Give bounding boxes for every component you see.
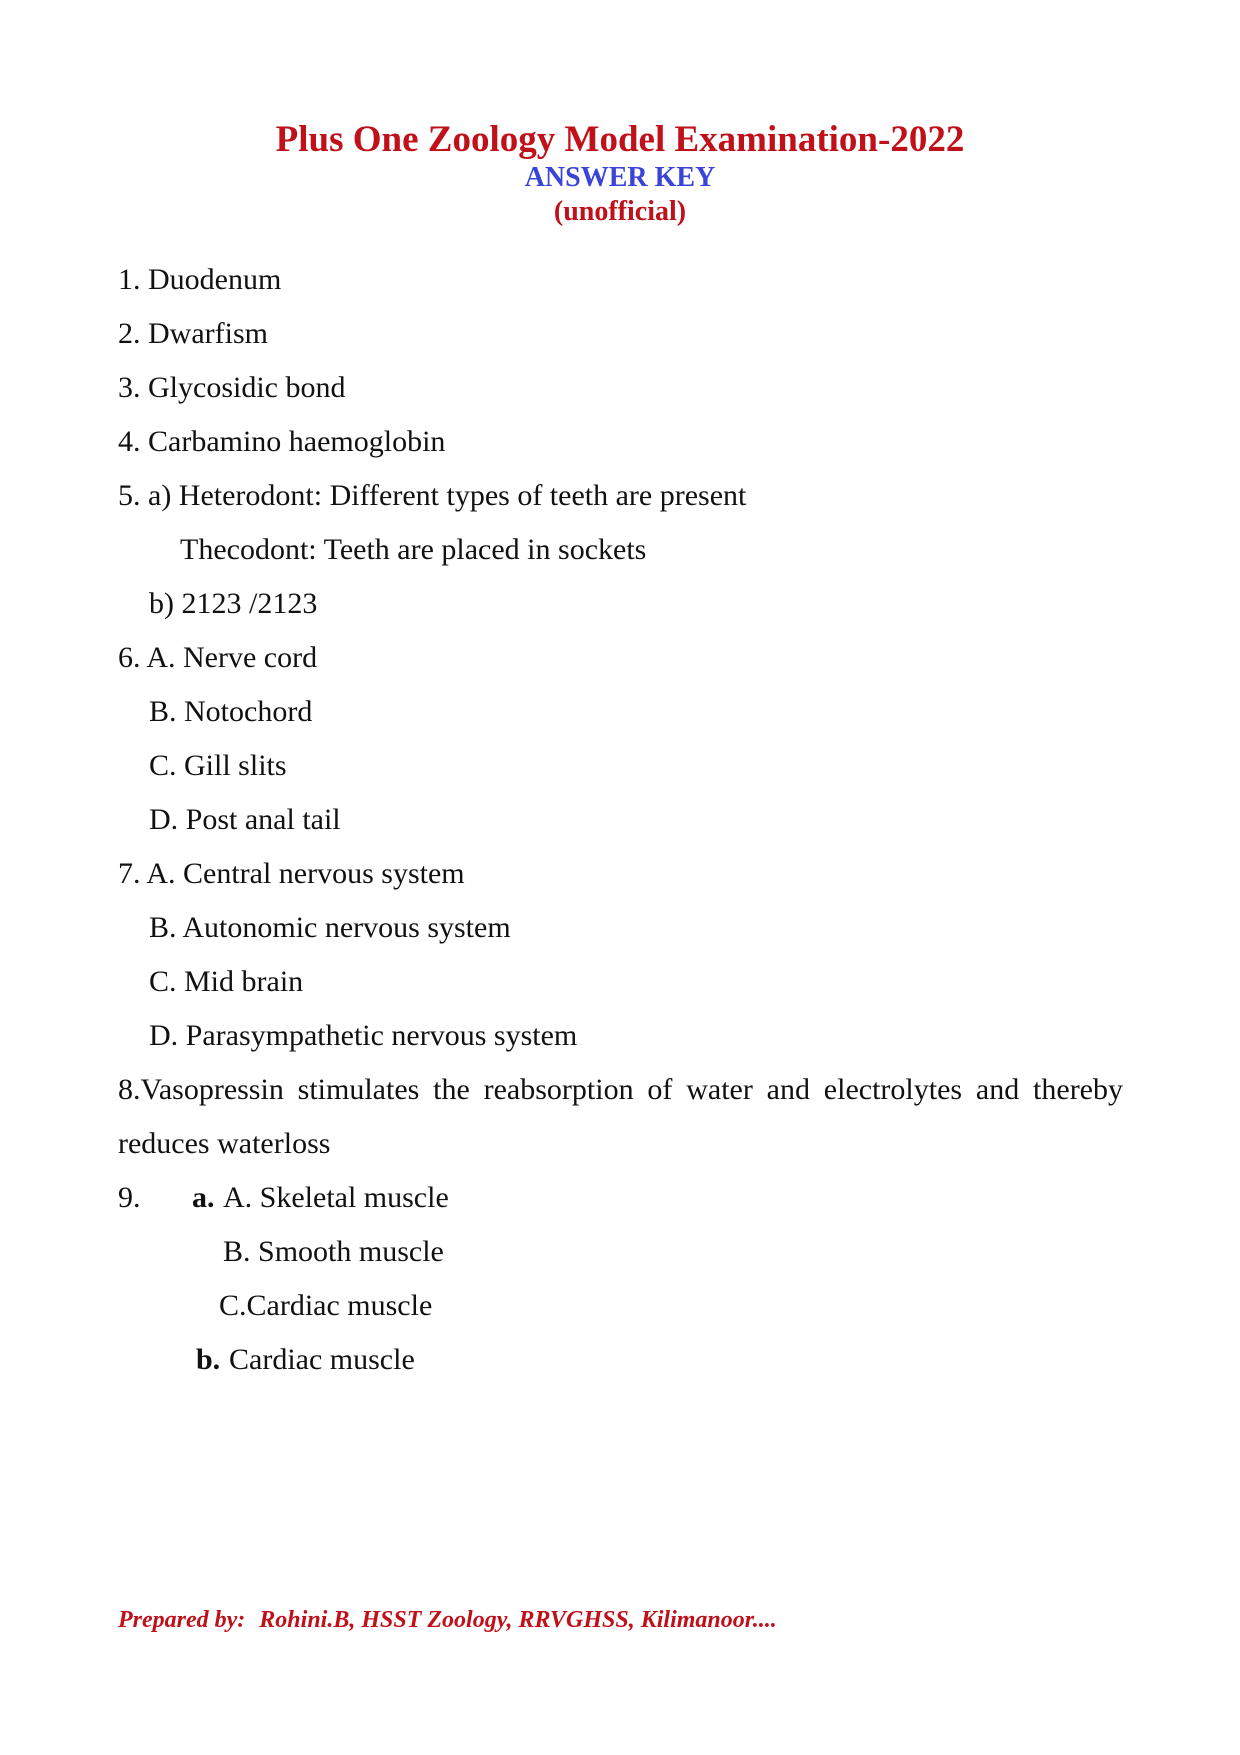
answer-9a-label: a. bbox=[192, 1181, 215, 1214]
answer-7a: 7. A. Central nervous system bbox=[118, 857, 465, 890]
answer-6b: B. Notochord bbox=[149, 695, 313, 728]
answer-9b-label: b. bbox=[196, 1343, 221, 1376]
prepared-by-footer bbox=[118, 1605, 777, 1635]
answer-9a-A: A. Skeletal muscle bbox=[223, 1181, 449, 1214]
answer-5a: 5. a) Heterodont: Different types of teeth are present bbox=[118, 479, 747, 512]
answer-3: 3. Glycosidic bond bbox=[118, 371, 346, 404]
answer-9a-B: B. Smooth muscle bbox=[223, 1235, 444, 1268]
answer-5a-thecodont: Thecodont: Teeth are placed in sockets bbox=[180, 533, 647, 566]
prepared-by-author: Rohini.B, HSST Zoology, RRVGHSS, Kilimanoor.... bbox=[259, 1607, 777, 1633]
document-subtitle: ANSWER KEY bbox=[524, 162, 716, 193]
answer-9-number: 9. bbox=[118, 1181, 141, 1214]
answer-6d: D. Post anal tail bbox=[149, 803, 341, 836]
answer-7c: C. Mid brain bbox=[149, 965, 304, 998]
answer-1: 1. Duodenum bbox=[118, 263, 282, 296]
answer-9a-C: C.Cardiac muscle bbox=[219, 1289, 433, 1322]
answer-8-line2: reduces waterloss bbox=[118, 1127, 331, 1160]
document-title: Plus One Zoology Model Examination-2022 bbox=[275, 119, 965, 160]
answer-5b: b) 2123 /2123 bbox=[149, 587, 318, 620]
answer-2: 2. Dwarfism bbox=[118, 317, 268, 350]
answer-9b: Cardiac muscle bbox=[229, 1343, 415, 1376]
answer-6c: C. Gill slits bbox=[149, 749, 287, 782]
answer-4: 4. Carbamino haemoglobin bbox=[118, 425, 446, 458]
document-note: (unofficial) bbox=[553, 196, 687, 227]
answer-8-line1: 8.Vasopressin stimulates the reabsorption of water and electrolytes and thereby bbox=[118, 1073, 1123, 1106]
answer-7b: B. Autonomic nervous system bbox=[149, 911, 511, 944]
answer-6a: 6. A. Nerve cord bbox=[118, 641, 318, 674]
answer-7d: D. Parasympathetic nervous system bbox=[149, 1019, 578, 1052]
prepared-by-label: Prepared by: bbox=[118, 1607, 246, 1633]
